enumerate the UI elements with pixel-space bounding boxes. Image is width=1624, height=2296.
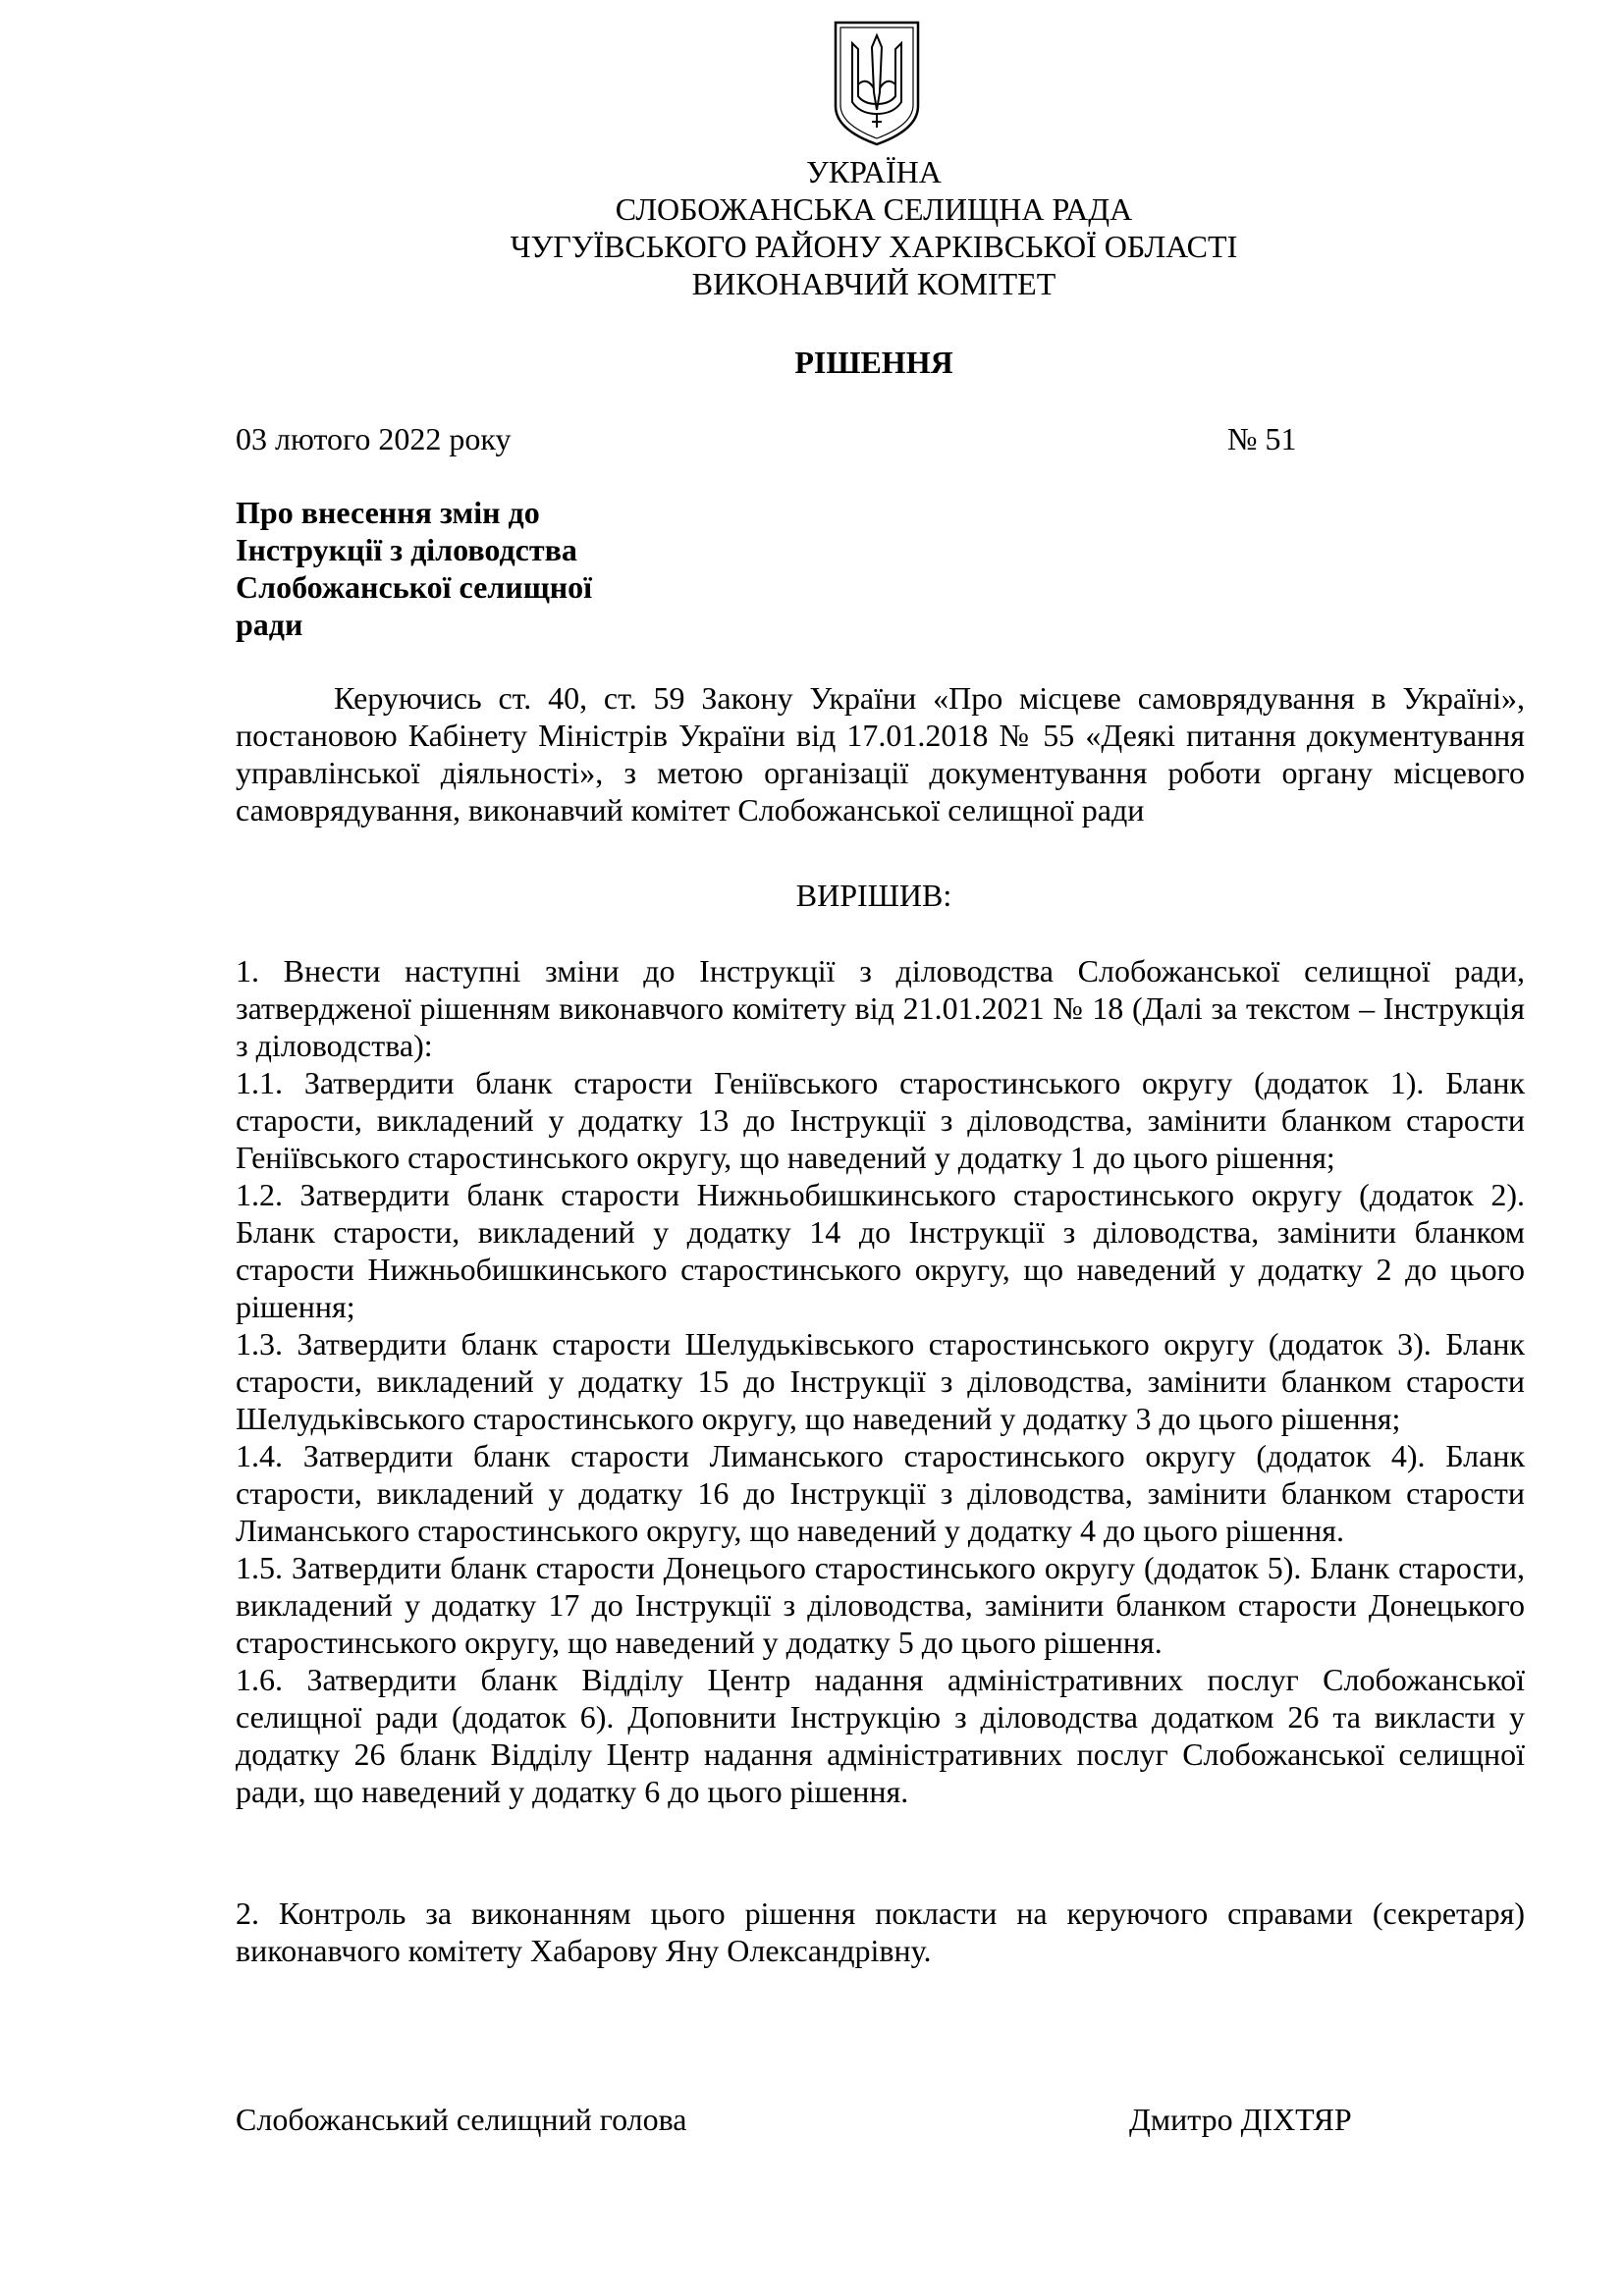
decision-points <box>236 952 1525 1810</box>
header-council: СЛОБОЖАНСЬКА СЕЛИЩНА РАДА <box>615 191 1133 227</box>
header-country: УКРАЇНА <box>806 154 942 189</box>
subject-line: ради <box>236 607 303 642</box>
decision-point: 1.2. Затвердити бланк старости Нижньобишкинського старостинського округу (додаток 2). Бланк старости, викладений у додатку 14 до Інструкції з діловодства, замінити бланком старости Нижньобишкинського старостинського округу, що наведений у додатку 2 до цього рішення; <box>236 1177 1525 1324</box>
decision-point: 1.5. Затвердити бланк старости Донецього старостинського округу (додаток 5). Бланк старости, викладений у додатку 17 до Інструкції з діловодства, замінити бланком старости Донецького старостинського округу, що наведений у додатку 5 до цього рішення. <box>236 1550 1525 1660</box>
preamble-paragraph: Керуючись ст. 40, ст. 59 Закону України «Про місцеве самоврядування в Україні», постановою Кабінету Міністрів України від 17.01.2018 № 55 «Деякі питання документування управлінської діяльності», з метою організації документування роботи органу місцевого самоврядування, виконавчий комітет Слобожанської селищної ради <box>236 680 1525 828</box>
header-committee: ВИКОНАВЧИЙ КОМІТЕТ <box>691 266 1056 301</box>
header-district: ЧУГУЇВСЬКОГО РАЙОНУ ХАРКІВСЬКОЇ ОБЛАСТІ <box>510 229 1238 264</box>
decision-point: 1.3. Затвердити бланк старости Шелудьківського старостинського округу (додаток 3). Бланк старости, викладений у додатку 15 до Інструкції з діловодства, замінити бланком старости Шелудьківського старостинського округу, що наведений у додатку 3 до цього рішення; <box>236 1326 1525 1436</box>
decision-point: 1. Внести наступні зміни до Інструкції з діловодства Слобожанської селищної ради, затвердженої рішенням виконавчого комітету від 21.01.2021 № 18 (Далі за текстом – Інструкція з діловодства): <box>236 953 1525 1063</box>
subject-line: Про внесення змін до <box>236 495 540 530</box>
document-number: № 51 <box>1227 421 1297 456</box>
decision-point: 1.6. Затвердити бланк Відділу Центр надання адміністративних послуг Слобожанської селищної ради (додаток 6). Доповнити Інструкцію з діловодства додатком 26 та викласти у додатку 26 бланк Відділу Центр надання адміністративних послуг Слобожанської селищної ради, що наведений у додатку 6 до цього рішення. <box>236 1662 1525 1809</box>
document-subject <box>236 494 648 643</box>
signatory-name: Дмитро ДІХТЯР <box>1129 2102 1352 2137</box>
document-date: 03 лютого 2022 року <box>236 421 512 456</box>
decision-point: 1.1. Затвердити бланк старости Геніївського старостинського округу (додаток 1). Бланк старости, викладений у додатку 13 до Інструкції з діловодства, замінити бланком старости Геніївського старостинського округу, що наведений у додатку 1 до цього рішення; <box>236 1065 1525 1175</box>
subject-line: Слобожанської селищної <box>236 569 593 605</box>
control-point: 2. Контроль за виконанням цього рішення покласти на керуючого справами (секретаря) виконавчого комітету Хабарову Яну Олександрівну. <box>236 1896 1525 1968</box>
document-header <box>0 153 1624 302</box>
resolved-heading: ВИРІШИВ: <box>795 878 952 913</box>
signatory-position: Слобожанський селищний голова <box>236 2102 687 2137</box>
decision-point: 1.4. Затвердити бланк старости Лиманського старостинського округу (додаток 4). Бланк старости, викладений у додатку 16 до Інструкції з діловодства, замінити бланком старости Лиманського старостинського округу, що наведений у додатку 4 до цього рішення. <box>236 1438 1525 1548</box>
trident-emblem-icon <box>833 20 921 147</box>
subject-line: Інструкції з діловодства <box>236 532 577 567</box>
document-type: РІШЕННЯ <box>794 345 953 380</box>
